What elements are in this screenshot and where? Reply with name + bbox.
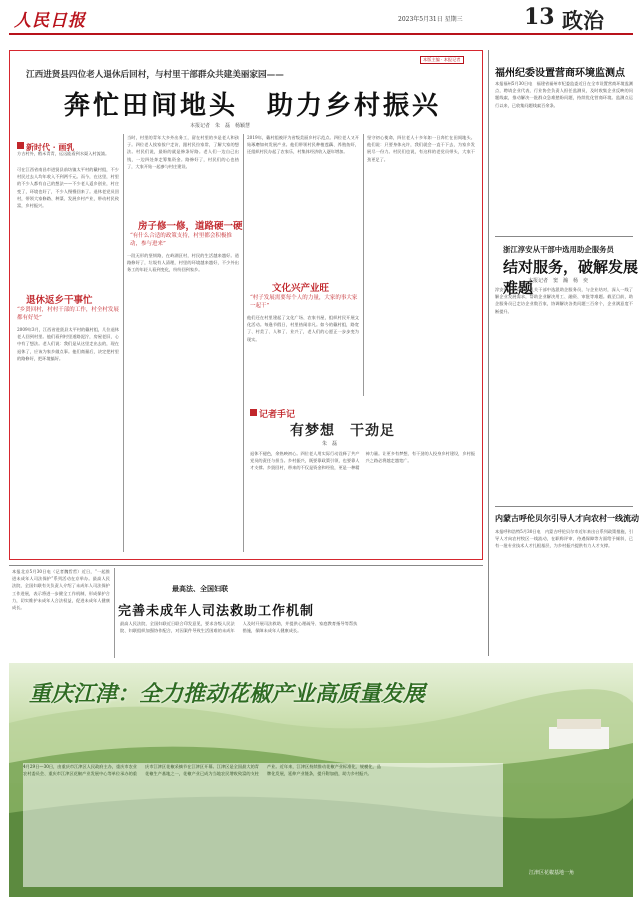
lower-headline: 完善未成年人司法救助工作机制 <box>118 604 315 619</box>
subhead-3-quote: “村子发展需要每个人的力量，大家的事大家一起干” <box>250 295 358 309</box>
note-text: 退休不褪色，余热映初心。四位老人用实际行动诠释了共产党员的责任与担当。乡村振兴，既要靠政策引领，也要靠人才支撑。乡贤回村，带来的不仅是资金和经验，更是一种精神力量。让更多有梦想、有干劲的人投身乡村建设，乡村振兴之路必将越走越宽广。 <box>250 451 475 471</box>
col1-text: 可在江西省南昌市进贤县前坊镇太平村的戴村组，不少村民过去人均年收入不到两千元。而今，在这里，村里的不少人都有自己的想法——不少老人返乡创业，村庄变了，环境也好了，不少人慢慢回来了。退休老党员回村，带领大家修路、种菜、发展乡村产业，带动村民致富，乡村振兴。 <box>17 167 119 209</box>
banner-title: 重庆江津：全力推动花椒产业高质量发展 <box>29 682 426 707</box>
right-divider <box>495 506 633 507</box>
feature-byline: 本报记者 朱 磊 杨颖慧 <box>190 123 251 129</box>
right-head-2-pre: 浙江淳安从干部中选用助企服务员 <box>503 245 614 254</box>
note-author: 朱 磊 <box>322 441 338 447</box>
note-title: 有梦想 干劲足 <box>290 423 395 439</box>
right-text-3: 本报呼和浩特5月30日电 内蒙古呼伦贝尔市近年来出台系列政策措施，引导人才向农村牧区一线流动，在职称评审、待遇保障等方面给予倾斜，已有一批专业技术人才扎根基层，为乡村振兴提供有力人才支撑。 <box>495 529 633 549</box>
subhead-2: 房子修一修，道路硬一硬 <box>138 221 243 232</box>
subhead-1: 退休返乡干事忙 <box>26 295 93 306</box>
section-label-text: 新时代 · 画乳 <box>26 142 75 152</box>
subhead-3: 文化兴产业旺 <box>272 283 330 294</box>
right-divider <box>495 236 633 237</box>
notes-label-icon <box>250 409 257 416</box>
right-head-1: 福州纪委设置营商环境监测点 <box>495 68 625 79</box>
feature-kicker: 江西进贤县四位老人退休后回村，与村里干部群众共建美丽家园—— <box>26 70 284 80</box>
col4-text: 坚守初心使命，四位老人十多年如一日奔忙在田间地头。他们说：只要身体允许，我们就会一直干下去，为家乡发展尽一份力。村民们也说，有这样的老党员带头，大家干劲更足了。 <box>367 135 475 162</box>
lower-mid-text: 最高人民法院、全国妇联近日联合印发意见，要求各级人民法院、妇联组织加强协作配合，对因案件导致生活困难的未成年人及时开展司法救助，并提供心理疏导、家庭教育指导等帮扶措施，保障未成年人健康成长。 <box>120 621 358 634</box>
masthead-rule <box>9 33 633 35</box>
subhead-2-quote: “有什么合适的政策支持，村里都会积极推动，参与进来” <box>130 233 232 247</box>
lower-left-text: 本报北京5月30日电（记者魏哲哲）近日，“一起推进未成年人司法保护”系列活动在京举办。最高人民法院、全国妇联有关负责人介绍了未成年人司法保护工作进展，表示将进一步健全工作机制，形成保护合力，切实维护未成年人合法权益，促进未成年人健康成长。 <box>12 569 110 611</box>
col3-text: 2019年，戴村组被评为省级美丽乡村示范点。四位老人又开始琢磨如何发展产业。他们带领村民种植莲藕、养殖鱼虾，还组织村民办起了农家乐，村集体经济收入逐年增加。 <box>247 135 359 155</box>
column-divider <box>363 134 364 396</box>
col2b-text: 一段无形的坚韧路，在岭湖区村，村民的生活越来越好。道路修好了，垃圾有人清理，村里的环境越来越好，不少外出务工的年轻人看到变化，纷纷回到家乡。 <box>127 253 239 273</box>
right-byline-2: 本报记者 窦 瀚 杨 奕 <box>528 278 589 284</box>
section-name: 政治 <box>562 8 604 33</box>
subhead-1-quote: “乡贤回村，村村干部的工作，村全村发展都有好处” <box>17 307 119 321</box>
advert-banner <box>9 663 633 897</box>
column-divider <box>243 134 244 552</box>
right-text-1: 本报福州5月30日电 福建省福州市纪委监委近日在全市设置营商环境监测点，聘请企业代表、行业协会负责人担任监测员，及时收集企业反映的问题线索，推动解决一批群众急难愁盼问题，持续优化营商环境。监测点运行以来，已收集问题线索百余条。 <box>495 81 633 108</box>
notes-label <box>250 402 295 421</box>
banner-text: 4月29日—30日，由重庆市江津区人民政府主办，重庆市农业农村委员会、重庆市江津区花椒产业发展中心等单位承办的重庆市江津区花椒采摘节在江津区开幕。江津区是全国最大的青花椒生产基地之一，花椒产业已成为当地农民增收致富的支柱产业。近年来，江津区持续推动花椒产业标准化、规模化、品牌化发展，延伸产业链条，提升附加值，助力乡村振兴。 <box>23 763 503 887</box>
notes-label-text: 记者手记 <box>259 410 296 420</box>
right-head-2: 结对服务，破解发展难题 <box>503 258 639 297</box>
page-number: 13 <box>524 4 555 30</box>
feature-headline: 奔忙田间地头 助力乡村振兴 <box>64 91 442 121</box>
section-label-icon <box>17 142 24 149</box>
right-head-3: 内蒙古呼伦贝尔引导人才向农村一线流动 <box>495 513 639 523</box>
right-col-divider <box>488 50 489 656</box>
lower-divider <box>9 565 483 566</box>
col3b-text: 他们还在村里建起了文化广场、农家书屋，组织村民开展文化活动。每逢节假日，村里热闹非凡。如今的戴村组，路宽了、村美了、人和了、业兴了，老人们的心愿正一步步变为现实。 <box>247 315 359 342</box>
column-divider <box>123 134 124 552</box>
col2-text: 当时，村里的青年大多外出务工，留在村里的多是老人和孩子。四位老人挨家挨户走访，跟村民拉家常，了解大家的想法。村民们说，最盼的就是修条好路。老人们一边自己出钱，一边四处奔走筹集资金。路修好了，村民们的心也热了，大家开始一起参与村庄建设。 <box>127 135 239 169</box>
lower-kicker: 最高法、全国妇联 <box>172 584 228 593</box>
column-divider <box>114 568 115 658</box>
right-text-2: 淳安县今年以来从机关干部中选派助企服务员，与企业结对，深入一线了解企业发展需求，帮助企业解决用工、融资、审批等难题。截至目前，助企服务员已走访企业数百家，协调解决各类问题三百余个，企业满意度不断提升。 <box>495 287 633 314</box>
col1b-text: 2009年3月，江西省进贤县太平村的戴村组，几位退休老人回到村里。他们看到村里道路泥泞，房屋老旧，心中有了想法。老人们说：我们是从这里走出去的，现在退休了，应该为家乡做点事。他们商量后，决定把村里的路修好，把环境搞好。 <box>17 327 119 361</box>
feature-tag: 本版主编 · 本报记者 <box>420 56 464 64</box>
lead-paragraph: 方古村外，稻禾青青，远远能看到水渠入村流淌。 <box>17 151 110 156</box>
newspaper-logo: 人民日报 <box>14 11 86 31</box>
issue-date: 2023年5月31日 星期三 <box>398 16 463 23</box>
banner-caption: 江津区花椒基地一角 <box>529 870 575 876</box>
